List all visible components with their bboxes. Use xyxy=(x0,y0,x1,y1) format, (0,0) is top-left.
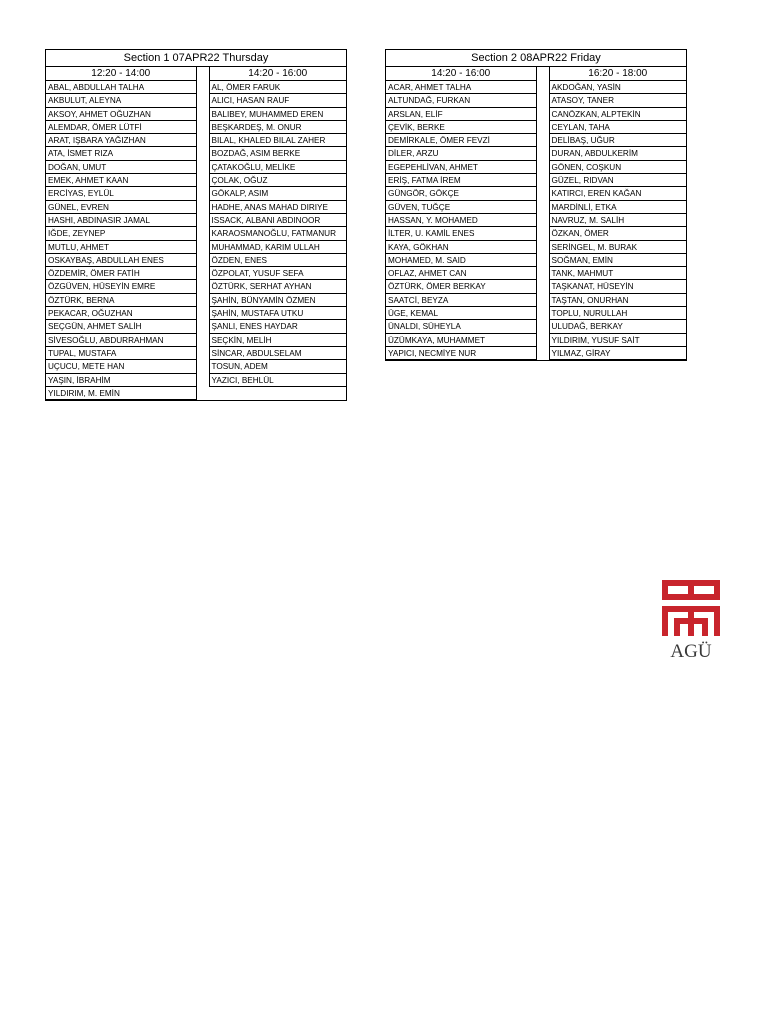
student-name-cell: GÜVEN, TUĞÇE xyxy=(386,201,536,214)
student-name-cell: SEÇGÜN, AHMET SALİH xyxy=(46,320,196,333)
section-1-column-1-header: 12:20 - 14:00 xyxy=(46,67,196,81)
section-1-column-2 xyxy=(196,67,347,400)
student-name-cell: GÜNEL, EVREN xyxy=(46,201,196,214)
student-name-cell: ÇATAKOĞLU, MELİKE xyxy=(209,161,347,174)
student-name-cell: ALEMDAR, ÖMER LÜTFİ xyxy=(46,121,196,134)
student-name-cell: DURAN, ABDULKERİM xyxy=(549,147,687,160)
student-name-cell: ÜGE, KEMAL xyxy=(386,307,536,320)
section-2-column-1-header: 14:20 - 16:00 xyxy=(386,67,536,81)
student-name-cell: ŞAHİN, MUSTAFA UTKU xyxy=(209,307,347,320)
student-name-cell: ÖZPOLAT, YUSUF SEFA xyxy=(209,267,347,280)
student-name-cell: BOZDAĞ, ASIM BERKE xyxy=(209,147,347,160)
student-name-cell: AKDOĞAN, YASİN xyxy=(549,81,687,94)
student-name-cell: ÇEVİK, BERKE xyxy=(386,121,536,134)
student-name-cell: GÜNGÖR, GÖKÇE xyxy=(386,187,536,200)
student-name-cell: AKSOY, AHMET OĞUZHAN xyxy=(46,108,196,121)
student-name-cell: TAŞTAN, ONURHAN xyxy=(549,294,687,307)
student-name-cell: MUTLU, AHMET xyxy=(46,241,196,254)
student-name-cell: GÖNEN, COŞKUN xyxy=(549,161,687,174)
student-name-cell: YILMAZ, GİRAY xyxy=(549,347,687,360)
student-name-cell: ŞAHİN, BÜNYAMİN ÖZMEN xyxy=(209,294,347,307)
student-name-cell: ÖZTÜRK, ÖMER BERKAY xyxy=(386,280,536,293)
student-name-cell: DOĞAN, UMUT xyxy=(46,161,196,174)
student-name-cell: ALTUNDAĞ, FURKAN xyxy=(386,94,536,107)
student-name-cell: HADHE, ANAS MAHAD DIRIYE xyxy=(209,201,347,214)
student-name-cell: ALICI, HASAN RAUF xyxy=(209,94,347,107)
student-name-cell: ACAR, AHMET TALHA xyxy=(386,81,536,94)
student-name-cell: ERİŞ, FATMA İREM xyxy=(386,174,536,187)
student-name-cell: MUHAMMAD, KARIM ULLAH xyxy=(209,241,347,254)
student-name-cell: SİVESOĞLU, ABDURRAHMAN xyxy=(46,334,196,347)
section-2-title: Section 2 08APR22 Friday xyxy=(386,50,686,67)
student-name-cell: AL, ÖMER FARUK xyxy=(209,81,347,94)
student-name-cell: ÇOLAK, OĞUZ xyxy=(209,174,347,187)
student-name-cell: YAZICI, BEHLÜL xyxy=(209,374,347,387)
agu-logo-text: AGÜ xyxy=(670,641,712,662)
student-name-cell: OFLAZ, AHMET CAN xyxy=(386,267,536,280)
student-name-cell: ISSACK, ALBANI ABDINOOR xyxy=(209,214,347,227)
student-name-cell: KARAOSMANOĞLU, FATMANUR xyxy=(209,227,347,240)
student-name-cell: BILAL, KHALED BILAL ZAHER xyxy=(209,134,347,147)
student-name-cell: TANK, MAHMUT xyxy=(549,267,687,280)
student-name-cell: YAPICI, NECMİYE NUR xyxy=(386,347,536,360)
student-name-cell: NAVRUZ, M. SALİH xyxy=(549,214,687,227)
student-name-cell: SOĞMAN, EMİN xyxy=(549,254,687,267)
student-name-cell: YILDIRIM, YUSUF SAİT xyxy=(549,334,687,347)
student-name-cell: ARAT, IŞBARA YAĞIZHAN xyxy=(46,134,196,147)
student-name-cell: ÜZÜMKAYA, MUHAMMET xyxy=(386,334,536,347)
student-name-cell: TOPLU, NURULLAH xyxy=(549,307,687,320)
student-name-cell: BALIBEY, MUHAMMED EREN xyxy=(209,108,347,121)
student-name-cell: MOHAMED, M. SAID xyxy=(386,254,536,267)
student-name-cell: DİLER, ARZU xyxy=(386,147,536,160)
section-2-column-2-header: 16:20 - 18:00 xyxy=(549,67,687,81)
student-name-cell: EMEK, AHMET KAAN xyxy=(46,174,196,187)
student-name-cell: DEMİRKALE, ÖMER FEVZİ xyxy=(386,134,536,147)
student-name-cell: SAATCİ, BEYZA xyxy=(386,294,536,307)
student-name-cell: MARDİNLİ, ETKA xyxy=(549,201,687,214)
student-name-cell: BEŞKARDEŞ, M. ONUR xyxy=(209,121,347,134)
student-name-cell: EGEPEHLİVAN, AHMET xyxy=(386,161,536,174)
student-name-cell: GÖKALP, ASIM xyxy=(209,187,347,200)
student-name-cell: TUPAL, MUSTAFA xyxy=(46,347,196,360)
student-name-cell: KAYA, GÖKHAN xyxy=(386,241,536,254)
student-name-cell: ÖZGÜVEN, HÜSEYİN EMRE xyxy=(46,280,196,293)
student-name-cell: TAŞKANAT, HÜSEYİN xyxy=(549,280,687,293)
student-name-cell: SEÇKİN, MELİH xyxy=(209,334,347,347)
section-1-column-2-header: 14:20 - 16:00 xyxy=(209,67,347,81)
student-name-cell: PEKACAR, OĞUZHAN xyxy=(46,307,196,320)
student-name-cell: HASSAN, Y. MOHAMED xyxy=(386,214,536,227)
student-name-cell: ABAL, ABDULLAH TALHA xyxy=(46,81,196,94)
student-name-cell: İLTER, U. KAMİL ENES xyxy=(386,227,536,240)
student-name-cell: UÇUCU, METE HAN xyxy=(46,360,196,373)
student-name-cell: YILDIRIM, M. EMİN xyxy=(46,387,196,400)
student-name-cell: ÜNALDI, SÜHEYLA xyxy=(386,320,536,333)
student-name-cell: ATA, İSMET RIZA xyxy=(46,147,196,160)
student-name-cell: KATIRCI, EREN KAĞAN xyxy=(549,187,687,200)
section-1-title: Section 1 07APR22 Thursday xyxy=(46,50,346,67)
student-name-cell: ATASOY, TANER xyxy=(549,94,687,107)
section-1-column-1 xyxy=(46,67,196,400)
student-name-cell: DELİBAŞ, UĞUR xyxy=(549,134,687,147)
student-name-cell: ERCİYAS, EYLÜL xyxy=(46,187,196,200)
student-name-cell: CANÖZKAN, ALPTEKİN xyxy=(549,108,687,121)
student-name-cell: ÖZKAN, ÖMER xyxy=(549,227,687,240)
student-name-cell: YAŞIN, İBRAHİM xyxy=(46,374,196,387)
student-name-cell: ULUDAĞ, BERKAY xyxy=(549,320,687,333)
student-name-cell: OSKAYBAŞ, ABDULLAH ENES xyxy=(46,254,196,267)
student-name-cell: GÜZEL, RIDVAN xyxy=(549,174,687,187)
student-name-cell: ÖZTÜRK, BERNA xyxy=(46,294,196,307)
student-name-cell: SERİNGEL, M. BURAK xyxy=(549,241,687,254)
section-2-table xyxy=(385,49,687,361)
student-name-cell: ARSLAN, ELİF xyxy=(386,108,536,121)
student-name-cell: AKBULUT, ALEYNA xyxy=(46,94,196,107)
student-name-cell: TOSUN, ADEM xyxy=(209,360,347,373)
student-name-cell: HASHI, ABDINASIR JAMAL xyxy=(46,214,196,227)
section-2-column-2 xyxy=(536,67,687,360)
student-name-cell: SİNCAR, ABDULSELAM xyxy=(209,347,347,360)
student-name-cell: ŞANLI, ENES HAYDAR xyxy=(209,320,347,333)
student-name-cell: CEYLAN, TAHA xyxy=(549,121,687,134)
student-name-cell: ÖZDEMİR, ÖMER FATİH xyxy=(46,267,196,280)
student-name-cell: ÖZDEN, ENES xyxy=(209,254,347,267)
section-2-column-1 xyxy=(386,67,536,360)
student-name-cell: ÖZTÜRK, SERHAT AYHAN xyxy=(209,280,347,293)
student-name-cell: IĞDE, ZEYNEP xyxy=(46,227,196,240)
section-1-table xyxy=(45,49,347,401)
